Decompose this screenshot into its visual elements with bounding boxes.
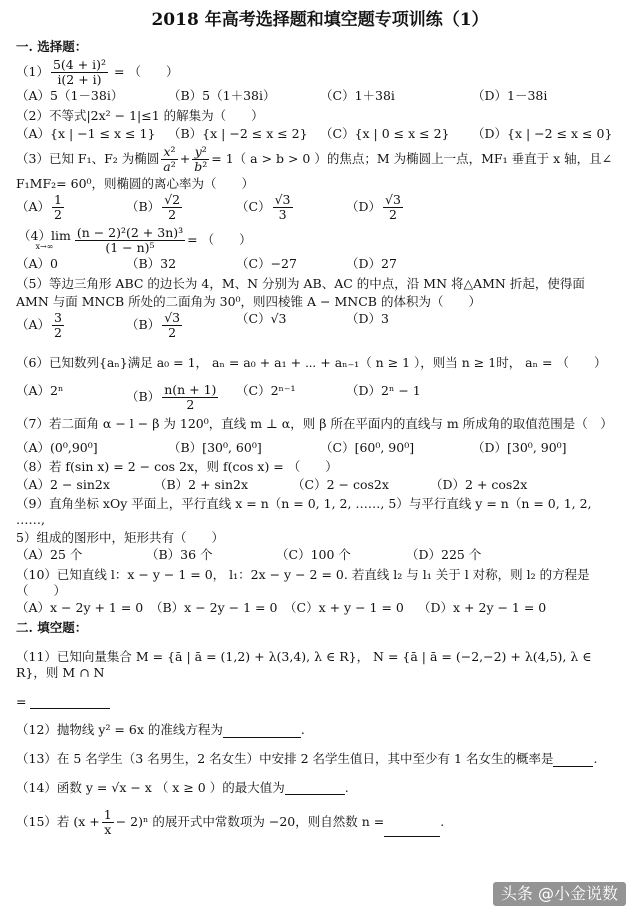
watermark: 头条 @小金说数 <box>493 882 626 906</box>
question-3-line2: F₁MF₂= 60⁰，则椭圆的离心率为（ ） <box>16 175 255 191</box>
option-a: （A）25 个 <box>16 547 83 563</box>
option-c: （C）1＋38i <box>320 88 395 104</box>
option-d: （D）[30⁰, 90⁰] <box>472 439 567 455</box>
section-choice-heading: 一. 选择题： <box>16 39 88 55</box>
question-9-line2: 5）组成的图形中，矩形共有（ ） <box>16 529 224 545</box>
option-c: （C） $\frac{√3}{3}$ <box>236 192 291 223</box>
question-6: （6）已知数列{aₙ}满足 a₀ = 1， aₙ = a₀ + a₁ + ⋯ + aₙ₋₁（ n ≥ 1 ），则当 n ≥ 1时， aₙ = （ ） <box>16 354 607 370</box>
answer-blank[interactable] <box>384 836 440 837</box>
option-d: （D）3 <box>346 311 389 327</box>
question-4-options <box>16 256 624 272</box>
option-d: （D）x + 2y − 1 = 0 <box>418 600 547 616</box>
option-b: （B）[30⁰, 60⁰] <box>168 439 262 455</box>
option-d: （D）{x | −2 ≤ x ≤ 0} <box>472 125 613 141</box>
option-b: （B） $\frac{√2}{2}$ <box>126 192 181 223</box>
question-5-line2: AMN 与面 MNCB 所处的二面角为 30⁰，则四棱锥 A − MNCB 的体积为（ ） <box>16 293 481 309</box>
option-b: （B） $\frac{n(n + 1)}{2}$ <box>126 382 217 413</box>
option-a: （A）2 − sin2x <box>16 476 110 492</box>
option-b: （B）2 + sin2x <box>154 476 249 492</box>
option-d: （D）2 + cos2x <box>430 476 528 492</box>
q1-fraction: $\frac{\text{5(4 + i)²}}{i(2 + i)}$ <box>52 56 107 87</box>
question-2-options <box>16 126 624 142</box>
option-a: （A）0 <box>16 256 58 272</box>
question-11-line2: = <box>16 694 624 710</box>
answer-blank[interactable] <box>223 737 301 738</box>
question-3: （3）已知 F₁、F₂ 为椭圆 $\frac{\text{x²}}{\text{a²}}$ + $\frac{\text{y²}}{\text{b²}}$ = 1（ a > b > 0 ）的焦点；M 为椭圆上一点，MF₁ 垂直于 x 轴，且∠ <box>16 144 613 174</box>
question-6-options <box>16 383 624 412</box>
option-c: （C）2 − cos2x <box>292 476 389 492</box>
question-5-options <box>16 311 624 340</box>
answer-blank[interactable] <box>553 766 593 767</box>
question-5: （5）等边三角形 ABC 的边长为 4，M、N 分别为 AB、AC 的中点，沿 MN 将△AMN 折起，使得面 <box>16 276 585 291</box>
question-9: （9）直角坐标 xOy 平面上，平行直线 x = n（n = 0, 1, 2, ……, 5）与平行直线 y = n（n = 0, 1, 2, ……, <box>16 496 592 527</box>
page-title: 2018 年高考选择题和填空题专项训练（1） <box>151 10 489 30</box>
option-b: （B）x − 2y − 1 = 0 <box>150 600 278 616</box>
question-12: （12）抛物线 y² = 6x 的准线方程为 . <box>16 722 305 738</box>
question-7: （7）若二面角 α − l − β 为 120⁰，直线 m ⊥ α，则 β 所在平面内的直线与 m 所成角的取值范围是（ ） <box>16 415 613 431</box>
question-11: （11）已知向量集合 M = {ā | ā = (1,2) + λ(3,4), λ ∈ R}， N = {ā | ā = (−2,−2) + λ(4,5), λ ∈ R}，则 M ∩ N <box>16 649 592 680</box>
question-4: （4）lim x→∞ $\frac{\text{(n − 2)²(2 + 3n)³}}{\text{(1 − n)⁵}}$ = （ ） <box>18 224 252 255</box>
question-8: （8）若 f(sin x) = 2 − cos 2x，则 f(cos x) = （ ） <box>16 459 338 475</box>
question-10: （10）已知直线 l：x − y − 1 = 0， l₁：2x − y − 2 = 0. 若直线 l₂ 与 l₁ 关于 l 对称，则 l₂ 的方程是（ ） <box>16 566 590 598</box>
option-d: （D）2ⁿ − 1 <box>346 383 421 399</box>
option-a: （A）{x | −1 ≤ x ≤ 1} <box>16 125 156 141</box>
option-b: （B）{x | −2 ≤ x ≤ 2} <box>168 125 308 141</box>
option-d: （D）225 个 <box>406 547 482 563</box>
option-d: （D）1－38i <box>472 88 548 104</box>
question-8-options <box>16 477 624 493</box>
option-a: （A）(0⁰,90⁰] <box>16 439 98 455</box>
option-a: （A） $\frac{1}{2}$ <box>16 192 62 223</box>
section-fill-heading: 二. 填空题： <box>16 619 88 635</box>
option-a: （A）2ⁿ <box>16 383 64 399</box>
q4-fraction: $\frac{\text{(n − 2)²(2 + 3n)³}}{\text{(1 − n)⁵}}$ <box>76 224 184 255</box>
question-1-options <box>16 88 624 104</box>
option-c: （C）[60⁰, 90⁰] <box>320 439 415 455</box>
option-c: （C）√3 <box>236 311 287 327</box>
option-a: （A） $\frac{3}{2}$ <box>16 310 62 340</box>
question-15: （15）若 (x + $\frac{1}{x}$ − 2)ⁿ 的展开式中常数项为 −20，则自然数 n = . <box>16 807 445 837</box>
question-1: （1） $\frac{\text{5(4 + i)²}}{i(2 + i)}$ = （ ） <box>16 56 179 87</box>
option-b: （B）36 个 <box>146 547 213 563</box>
answer-blank[interactable] <box>30 708 110 709</box>
answer-blank[interactable] <box>285 794 345 795</box>
question-14: （14）函数 y = √x − x （ x ≥ 0 ）的最大值为 . <box>16 779 349 795</box>
question-7-options <box>16 440 624 456</box>
question-13: （13）在 5 名学生（3 名男生，2 名女生）中安排 2 名学生值日，其中至少有 1 名女生的概率是 . <box>16 750 598 766</box>
question-10-options <box>16 600 624 616</box>
option-a: （A）x − 2y + 1 = 0 <box>16 600 144 616</box>
option-b: （B）5（1＋38i） <box>168 88 276 104</box>
option-c: （C）100 个 <box>276 547 351 563</box>
option-c: （C）−27 <box>236 256 297 272</box>
option-d: （D） $\frac{√3}{2}$ <box>346 192 401 223</box>
option-b: （B）32 <box>126 256 177 272</box>
question-2: （2）不等式|2x² − 1|≤1 的解集为（ ） <box>16 108 264 123</box>
option-b: （B） $\frac{√3}{2}$ <box>126 310 181 340</box>
question-9-options <box>16 547 624 563</box>
option-c: （C）{x | 0 ≤ x ≤ 2} <box>320 125 450 141</box>
option-d: （D）27 <box>346 256 397 272</box>
option-c: （C）2ⁿ⁻¹ <box>236 383 296 399</box>
question-3-options <box>16 193 624 222</box>
option-a: （A）5（1－38i） <box>16 88 124 104</box>
option-c: （C）x + y − 1 = 0 <box>284 600 404 616</box>
